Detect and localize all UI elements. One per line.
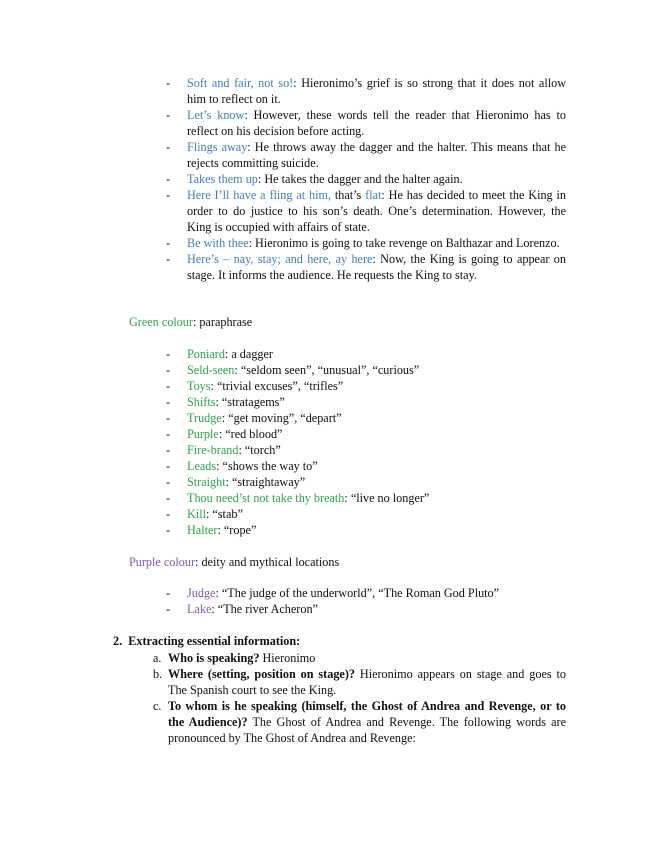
definition: : “shows the way to” [216, 459, 318, 473]
term: flat [365, 188, 382, 202]
definition: : He takes the dagger and the halter again. [257, 172, 463, 186]
term: Seld-seen [187, 363, 235, 377]
definition: : “rope” [217, 523, 257, 537]
definition: : Hieronimo is going to take revenge on Balthazar and Lorenzo. [248, 236, 560, 250]
definition: : “torch” [238, 443, 281, 457]
blue-term-list [166, 75, 566, 283]
definition: : “The judge of the underworld”, “The Roman God Pluto” [215, 586, 500, 600]
term: Kill [187, 507, 206, 521]
definition: : Now, the King is going to appear on stage. It informs the audience. He requests the King to stay. [187, 252, 566, 282]
list-item [166, 410, 566, 426]
section-heading [113, 633, 300, 649]
green-term-list [166, 346, 566, 538]
definition: : “live no longer” [344, 491, 430, 505]
definition: : “straightaway” [225, 475, 306, 489]
list-item [166, 251, 566, 283]
answer: Hieronimo appears on stage and goes to The Spanish court to see the King. [168, 667, 566, 697]
question: Where (setting, position on stage)? [168, 667, 355, 681]
definition: : He throws away the dagger and the halter. This means that he rejects committing suicide. [187, 140, 566, 170]
term: Purple [187, 427, 219, 441]
term: Thou need’st not take thy breath [187, 491, 345, 505]
list-item [166, 346, 566, 362]
list-item [166, 585, 566, 601]
question-list [153, 650, 566, 746]
list-item [166, 522, 566, 538]
question-item [153, 666, 566, 698]
list-item [166, 506, 566, 522]
definition-part: that’s [334, 188, 366, 202]
section-number: 2. [113, 634, 123, 648]
term: Poniard [187, 347, 225, 361]
list-item [166, 442, 566, 458]
item-label: c. [153, 699, 162, 713]
list-item [166, 171, 566, 187]
term: Let’s know [187, 108, 245, 122]
heading-text: : deity and mythical locations [195, 555, 340, 569]
definition: : “red blood” [218, 427, 283, 441]
purple-term-list [166, 585, 566, 617]
answer: The Ghost of Andrea and Revenge. The following words are pronounced by The Ghost of Andrea and Revenge: [168, 715, 566, 745]
term: Flings away [187, 140, 248, 154]
definition: : a dagger [224, 347, 273, 361]
item-label: a. [153, 651, 162, 665]
definition: : He has decided to meet the King in order to do justice to his son’s death. One’s determination. However, the King is occupied with affairs of state. [187, 188, 566, 234]
definition: : “The river Acheron” [211, 602, 318, 616]
definition: : “get moving”, “depart” [221, 411, 342, 425]
definition: : “trivial excuses”, “trifles” [210, 379, 344, 393]
question-item [153, 698, 566, 746]
list-item [166, 426, 566, 442]
definition: : “stratagems” [215, 395, 285, 409]
question: To whom is he speaking (himself, the Ghost of Andrea and Revenge, or to the Audience)? [168, 699, 566, 729]
list-item [166, 107, 566, 139]
heading-term: Green colour [129, 315, 193, 329]
term: Judge [187, 586, 216, 600]
term: Here I’ll have a fling at him, [187, 188, 335, 202]
term: Soft and fair, not so! [187, 76, 294, 90]
list-item [166, 378, 566, 394]
section-title: Extracting essential information: [128, 634, 301, 648]
definition: : “stab” [205, 507, 243, 521]
term: Trudge [187, 411, 222, 425]
list-item [166, 187, 566, 235]
list-item [166, 394, 566, 410]
answer: Hieronimo [259, 651, 316, 665]
green-colour-heading [129, 314, 252, 330]
heading-term: Purple colour [129, 555, 196, 569]
term: Here’s – nay, stay; and here, ay here [187, 252, 373, 266]
question: Who is speaking? [168, 651, 260, 665]
list-item [166, 139, 566, 171]
heading-text: : paraphrase [192, 315, 253, 329]
term: Halter [187, 523, 218, 537]
list-item [166, 235, 566, 251]
list-item [166, 601, 566, 617]
definition: : “seldom seen”, “unusual”, “curious” [234, 363, 420, 377]
term: Shifts [187, 395, 216, 409]
list-item [166, 474, 566, 490]
list-item [166, 458, 566, 474]
term: Toys [187, 379, 211, 393]
question-item [153, 650, 566, 666]
term: Lake [187, 602, 212, 616]
term: Takes them up [187, 172, 258, 186]
term: Leads [187, 459, 217, 473]
term: Be with thee [187, 236, 249, 250]
list-item [166, 490, 566, 506]
definition: : Hieronimo’s grief is so strong that it does not allow him to reflect on it. [187, 76, 567, 106]
purple-colour-heading [129, 554, 339, 570]
term: Fire-brand [187, 443, 239, 457]
definition: : However, these words tell the reader that Hieronimo has to reflect on his decision before acting. [187, 108, 566, 138]
list-item [166, 362, 566, 378]
list-item [166, 75, 566, 107]
term: Straight [187, 475, 226, 489]
item-label: b. [153, 667, 163, 681]
